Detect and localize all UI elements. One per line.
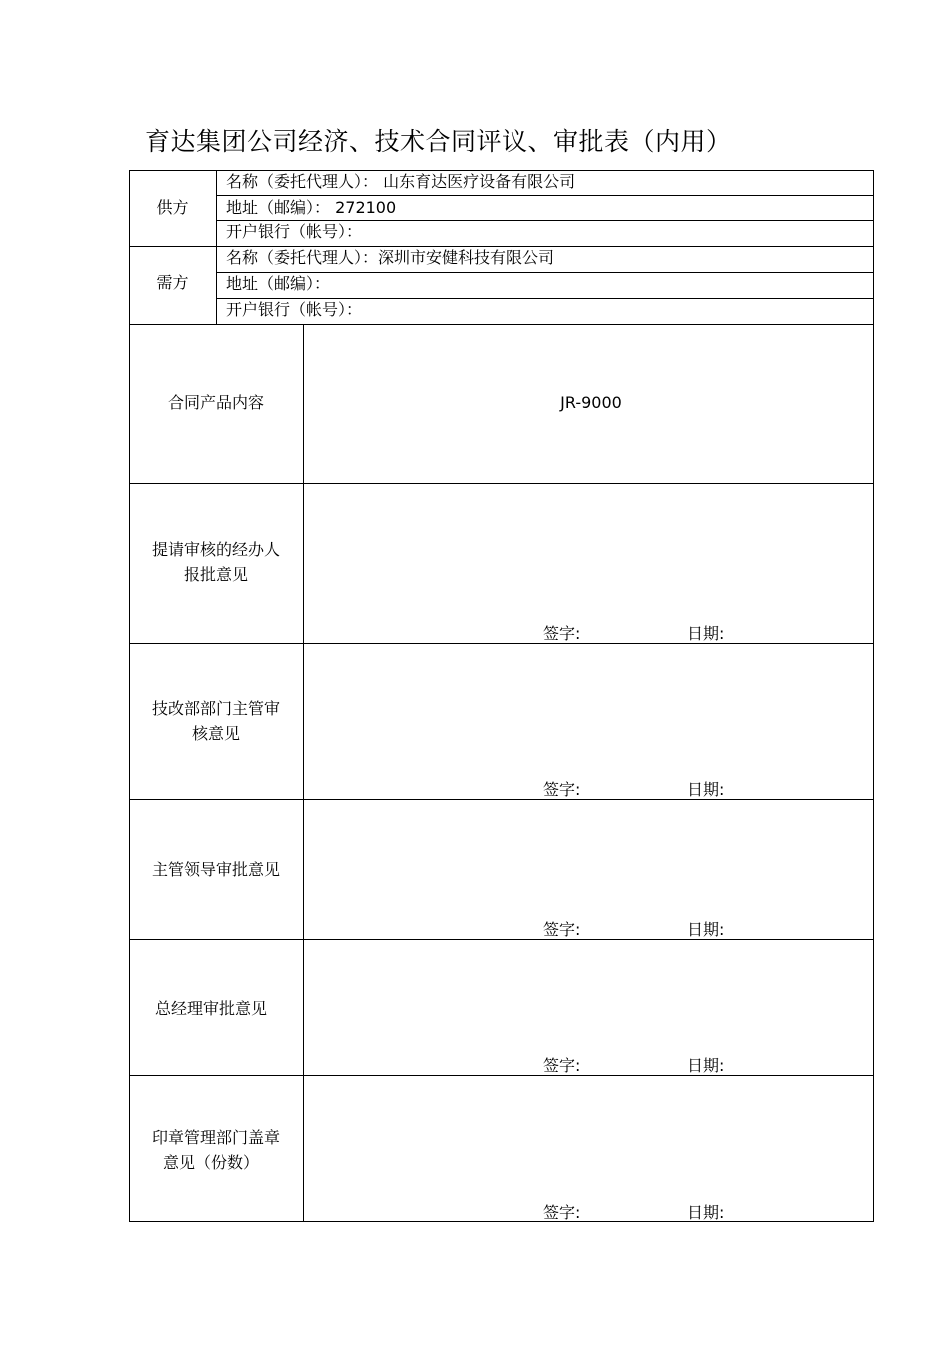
signature-label: 签字: (543, 1056, 581, 1075)
page-title: 育达集团公司经济、技术合同评议、审批表（内用） (145, 127, 732, 156)
date-label: 日期: (687, 780, 725, 799)
section-divider (129, 643, 874, 644)
section-label-line1: 印章管理部门盖章 (151, 1128, 280, 1147)
date-label: 日期: (687, 1203, 725, 1222)
signature-label: 签字: (543, 624, 581, 643)
section-divider (129, 939, 874, 940)
product-value: JR-9000 (560, 393, 622, 412)
section-divider (129, 1075, 874, 1076)
section-label-line2: 意见（份数） (162, 1153, 259, 1172)
signature-label: 签字: (543, 1203, 581, 1222)
supplier-bank: 开户银行（帐号）： (226, 222, 363, 241)
row-divider (216, 195, 874, 196)
section-divider (129, 799, 874, 800)
party-divider (129, 246, 874, 247)
section-divider (129, 483, 874, 484)
buyer-bank: 开户银行（帐号）： (226, 300, 363, 319)
buyer-address: 地址（邮编）： (226, 274, 331, 293)
section-label-line1: 提请审核的经办人 (151, 540, 280, 559)
section-label-line2: 核意见 (191, 724, 240, 743)
product-label: 合同产品内容 (167, 393, 264, 412)
supplier-name: 名称（委托代理人）： 山东育达医疗设备有限公司 (226, 172, 576, 191)
row-divider (216, 272, 874, 273)
supplier-address: 地址（邮编）： 272100 (226, 198, 397, 217)
row-divider (216, 220, 874, 221)
signature-label: 签字: (543, 920, 581, 939)
buyer-label: 需方 (156, 273, 189, 292)
section-label-line1: 技改部部门主管审 (151, 699, 280, 718)
date-label: 日期: (687, 1056, 725, 1075)
supplier-label: 供方 (156, 198, 189, 217)
row-divider (216, 298, 874, 299)
section-divider (129, 324, 874, 325)
section-label-line1: 总经理审批意见 (154, 999, 267, 1018)
date-label: 日期: (687, 920, 725, 939)
section-label-line2: 报批意见 (183, 565, 248, 584)
signature-label: 签字: (543, 780, 581, 799)
section-label-divider (303, 324, 304, 1222)
date-label: 日期: (687, 624, 725, 643)
section-label-line1: 主管领导审批意见 (151, 860, 280, 879)
buyer-name: 名称（委托代理人）：深圳市安健科技有限公司 (226, 248, 555, 267)
